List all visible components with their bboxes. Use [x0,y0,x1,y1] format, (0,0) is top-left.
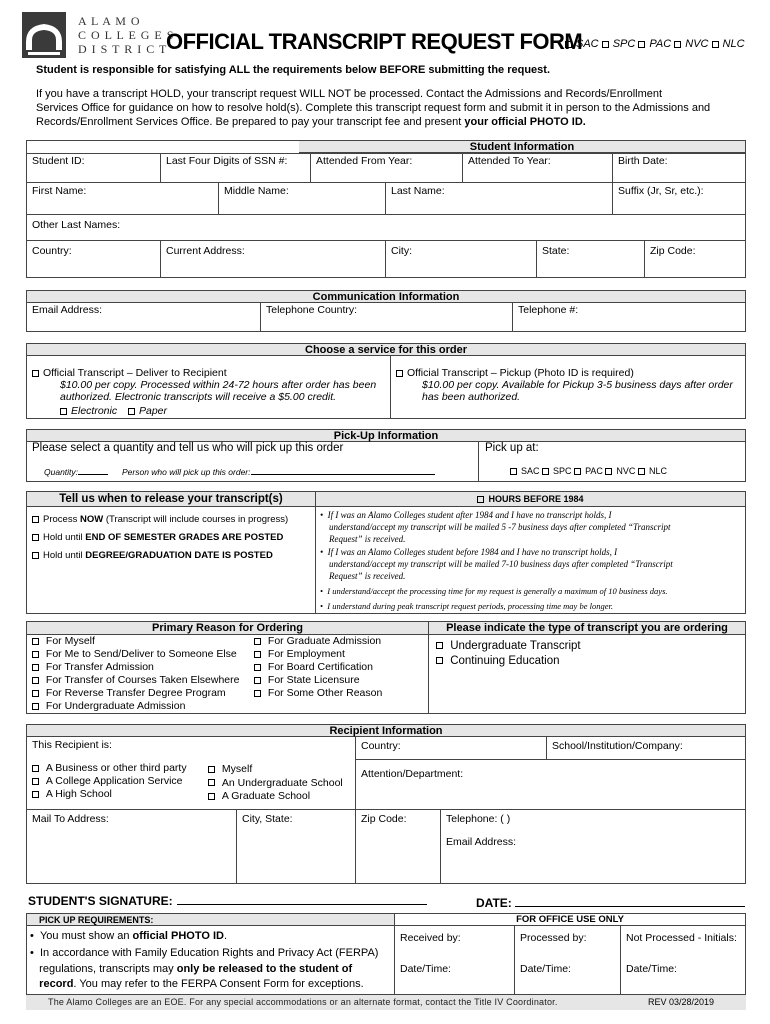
footer-rev: REV 03/28/2019 [648,997,715,1007]
recipient-telephone-field[interactable]: Telephone: ( ) [446,813,511,825]
hours-bullet-1: • If I was an Alamo Colleges student after 1984 and I have no transcript holds, I understand/accept my transcript will be mailed 5 -7 business days after completed “Transcript Request” is received. [320,510,671,544]
checkbox-icon [605,468,612,475]
from-year-field[interactable]: Attended From Year: [316,155,413,167]
checkbox-icon [254,690,261,697]
communication-heading: Communication Information [27,291,745,303]
reason-option[interactable]: For State Licensure [254,674,382,687]
checkbox-icon [32,765,39,772]
checkbox-icon [128,408,135,415]
recipient-heading: Recipient Information [27,725,745,737]
process-now-option[interactable]: Process NOW (Transcript will include courses in progress) [32,514,288,525]
suffix-field[interactable]: Suffix (Jr, Sr, etc.): [618,185,704,197]
pickup-nlc[interactable]: NLC [638,466,667,476]
hold-semester-option[interactable]: Hold until END OF SEMESTER GRADES ARE POSTED [32,532,283,543]
checkbox-icon [32,638,39,645]
telephone-country-field[interactable]: Telephone Country: [266,304,358,316]
city-field[interactable]: City: [391,245,412,257]
recipient-option[interactable]: Myself [208,763,343,777]
electronic-option[interactable]: Electronic [60,405,117,417]
checkbox-icon [254,638,261,645]
reason-option[interactable]: For Undergraduate Admission [32,700,239,713]
reason-option[interactable]: For Graduate Admission [254,635,382,648]
last-name-field[interactable]: Last Name: [391,185,445,197]
recipient-option[interactable]: A College Application Service [32,775,187,788]
alamo-logo-icon [22,12,66,58]
recipient-school-field[interactable]: School/Institution/Company: [552,740,683,752]
checkbox-icon [254,677,261,684]
checkbox-icon [60,408,67,415]
checkbox-icon [32,664,39,671]
checkbox-icon [674,41,681,48]
checkbox-icon [565,41,572,48]
not-processed-field[interactable]: Not Processed - Initials: [626,932,737,944]
pickup-spc[interactable]: SPC [542,466,572,476]
logo-line-1: A L A M O [78,14,141,28]
type-continuing-ed-option[interactable]: Continuing Education [436,654,581,669]
checkbox-icon [436,642,443,649]
footer-eoe: The Alamo Colleges are an EOE. For any special accommodations or an alternate format, contact the Title IV Coordinator. [48,997,558,1007]
checkbox-icon [208,766,215,773]
checkbox-icon [574,468,581,475]
logo [22,12,175,60]
checkbox-icon [254,664,261,671]
intro-p1: If you have a transcript HOLD, your transcript request WILL NOT be processed. Contact the Admissions and Records/Enrollment [36,88,663,100]
campus-nvc[interactable]: NVC [674,38,708,50]
reason-col-2 [254,635,382,700]
telephone-field[interactable]: Telephone #: [518,304,579,316]
pickup-person-field[interactable]: Person who will pick up this order: [122,467,435,477]
type-options [436,639,581,669]
recipient-option[interactable]: A Graduate School [208,790,343,804]
pickup-desc-2: has been authorized. [422,391,521,403]
pickup-pac[interactable]: PAC [574,466,603,476]
campus-sac[interactable]: SAC [565,38,599,50]
received-by-field[interactable]: Received by: [400,932,461,944]
reason-col-1 [32,635,239,713]
recipient-col-1 [32,762,187,801]
recipient-is-label: This Recipient is: [32,739,112,751]
state-field[interactable]: State: [542,245,570,257]
campus-spc[interactable]: SPC [602,38,636,50]
reason-option[interactable]: For Board Certification [254,661,382,674]
ssn-field[interactable]: Last Four Digits of SSN #: [166,155,288,167]
checkbox-icon [32,516,39,523]
processed-by-field[interactable]: Processed by: [520,932,587,944]
pickup-option[interactable]: Official Transcript – Pickup (Photo ID is required) [396,367,634,379]
reason-option[interactable]: For Employment [254,648,382,661]
pickup-req-bullet-2: • In accordance with Family Education Rights and Privacy Act (FERPA) regulations, transcripts may only be released to the student of record. You may refer to the FERPA Consent Form for exceptions. [30,947,379,990]
signature-field[interactable]: STUDENT'S SIGNATURE: [28,894,427,908]
recipient-option[interactable]: An Undergraduate School [208,777,343,791]
zip-code-field[interactable]: Zip Code: [650,245,696,257]
type-heading: Please indicate the type of transcript you are ordering [429,622,745,635]
reason-heading: Primary Reason for Ordering [27,622,428,635]
pickup-sac[interactable]: SAC [510,466,540,476]
date-field[interactable]: DATE: [476,896,745,910]
email-field[interactable]: Email Address: [32,304,103,316]
reason-option[interactable]: For Transfer of Courses Taken Elsewhere [32,674,239,687]
intro-p2: Services Office for guidance on how to resolve hold(s). Complete this transcript request form and submit it in person to the Admissions and [36,102,711,114]
paper-option[interactable]: Paper [128,405,167,417]
pickup-req-heading: PICK UP REQUIREMENTS: [27,914,394,926]
pick-up-at-label: Pick up at: [485,442,539,454]
checkbox-icon [542,468,549,475]
reason-option[interactable]: For Transfer Admission [32,661,239,674]
hours-bullet-4: • I understand during peak transcript request periods, processing time may be longer. [320,601,613,611]
recipient-col-2 [208,763,343,804]
deliver-desc-1: $10.00 per copy. Processed within 24-72 hours after order has been [60,379,377,391]
checkbox-icon [208,779,215,786]
checkbox-icon [208,793,215,800]
reason-option[interactable]: For Me to Send/Deliver to Someone Else [32,648,239,661]
checkbox-icon [510,468,517,475]
quantity-field[interactable]: Quantity: [44,467,108,477]
checkbox-icon [32,677,39,684]
recipient-option[interactable]: A High School [32,788,187,801]
reason-option[interactable]: For Myself [32,635,239,648]
intro-p3: Records/Enrollment Services Office. Be prepared to pay your transcript fee and present your official PHOTO ID. [36,116,586,128]
recipient-country-field[interactable]: Country: [361,740,401,752]
checkbox-icon [254,651,261,658]
processed-date-field[interactable]: Date/Time: [520,963,571,975]
pickup-campus-options [510,466,667,476]
student-id-field[interactable]: Student ID: [32,155,85,167]
checkbox-icon [602,41,609,48]
not-processed-date-field[interactable]: Date/Time: [626,963,677,975]
hours-bullet-2: • If I was an Alamo Colleges student before 1984 and I have no transcript holds, I understand/accept my transcript will be mailed 7-10 business days after completed “Transcript Request” is received. [320,547,673,581]
checkbox-icon [638,468,645,475]
checkbox-icon [32,690,39,697]
hours-bullet-3: • I understand/accept the processing time for my request is generally a maximum of 10 business days. [320,586,668,596]
birth-date-field[interactable]: Birth Date: [618,155,668,167]
received-date-field[interactable]: Date/Time: [400,963,451,975]
logo-line-3: D I S T R I C T [78,42,168,56]
checkbox-icon [32,534,39,541]
checkbox-icon [32,370,39,377]
checkbox-icon [32,703,39,710]
recipient-email-field[interactable]: Email Address: [446,836,517,848]
checkbox-icon [712,41,719,48]
first-name-field[interactable]: First Name: [32,185,87,197]
pickup-heading: Pick-Up Information [27,430,745,442]
middle-name-field[interactable]: Middle Name: [224,185,289,197]
campus-pac[interactable]: PAC [638,38,671,50]
hours-heading: HOURS BEFORE 1984 [316,492,745,507]
release-heading: Tell us when to release your transcript(s) [27,492,315,507]
other-last-names-field[interactable]: Other Last Names: [32,219,121,231]
office-heading: FOR OFFICE USE ONLY [395,914,745,926]
recipient-zip-field[interactable]: Zip Code: [361,813,407,825]
form-title: OFFICIAL TRANSCRIPT REQUEST FORM [166,29,583,54]
checkbox-icon [32,791,39,798]
pickup-req-bullet-1: • You must show an official PHOTO ID. [30,930,228,942]
checkbox-icon [436,657,443,664]
to-year-field[interactable]: Attended To Year: [468,155,551,167]
type-undergraduate-option[interactable]: Undergraduate Transcript [436,639,581,654]
checkbox-icon [32,651,39,658]
deliver-option[interactable]: Official Transcript – Deliver to Recipient [32,367,227,379]
campus-options [565,38,745,50]
pickup-desc-1: $10.00 per copy. Available for Pickup 3-5 business days after order [422,379,733,391]
country-field[interactable]: Country: [32,245,72,257]
recipient-option[interactable]: A Business or other third party [32,762,187,775]
intro-bold: Student is responsible for satisfying ALL the requirements below BEFORE submitting the request. [36,64,551,76]
deliver-desc-2: authorized. Electronic transcripts will receive a $5.00 credit. [60,391,337,403]
checkbox-icon [396,370,403,377]
checkbox-icon [477,496,484,503]
hold-degree-option[interactable]: Hold until DEGREE/GRADUATION DATE IS POSTED [32,550,273,561]
reason-option[interactable]: For Reverse Transfer Degree Program [32,687,239,700]
logo-line-2: C O L L E G E S [78,28,175,42]
checkbox-icon [32,552,39,559]
pickup-nvc[interactable]: NVC [605,466,635,476]
service-heading: Choose a service for this order [27,344,745,356]
reason-option[interactable]: For Some Other Reason [254,687,382,700]
checkbox-icon [32,778,39,785]
recipient-attention-field[interactable]: Attention/Department: [361,768,464,780]
student-info-heading: Student Information [299,141,745,153]
recipient-city-state-field[interactable]: City, State: [242,813,293,825]
pickup-instructions: Please select a quantity and tell us who will pick up this order [32,442,344,454]
campus-nlc[interactable]: NLC [712,38,745,50]
mail-address-field[interactable]: Mail To Address: [32,813,109,825]
checkbox-icon [638,41,645,48]
current-address-field[interactable]: Current Address: [166,245,245,257]
